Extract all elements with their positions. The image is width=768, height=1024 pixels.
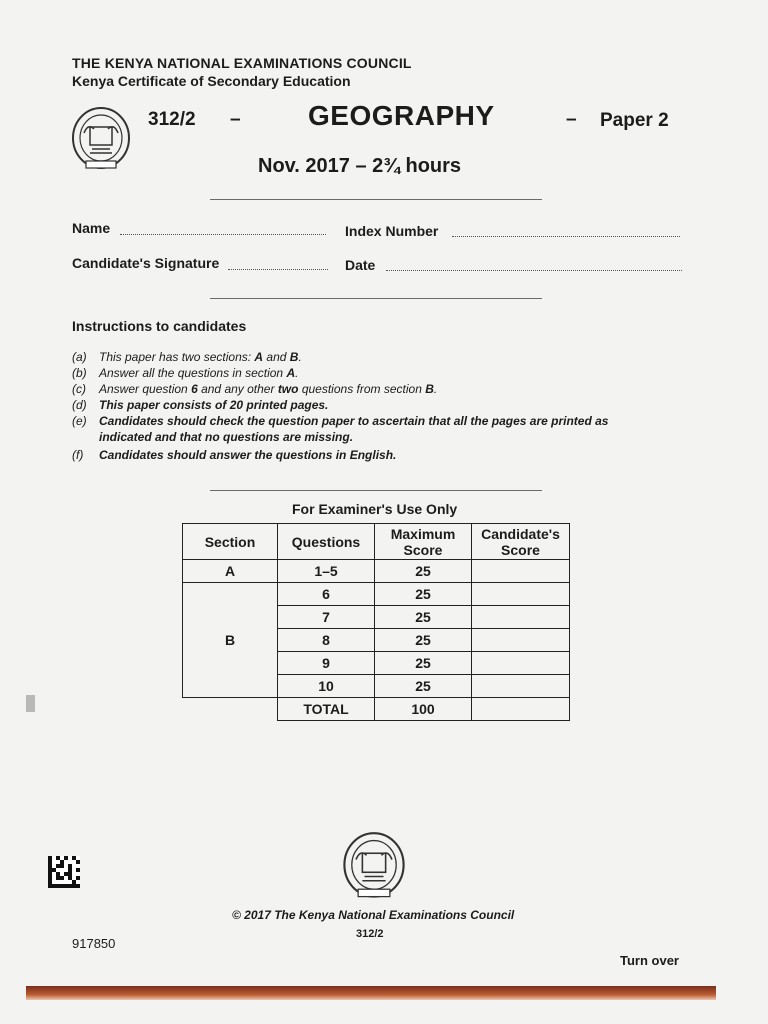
total-max-cell: 100 xyxy=(375,698,472,721)
instruction-d: (d) This paper consists of 20 printed pages. xyxy=(72,398,329,412)
section-a-cell: A xyxy=(183,560,278,583)
signature-label: Candidate's Signature xyxy=(72,255,220,271)
candidate-score-cell[interactable] xyxy=(472,583,570,606)
index-number-field[interactable] xyxy=(452,236,680,237)
session-duration: Nov. 2017 – 2¾ hours xyxy=(258,155,462,177)
header-section: Section xyxy=(183,524,278,560)
page-edge-shadow xyxy=(26,986,716,1000)
table-row xyxy=(183,583,570,606)
question-cell: 1–5 xyxy=(278,560,375,583)
question-cell: 6 xyxy=(278,583,375,606)
footer-paper-code: 312/2 xyxy=(356,928,384,940)
council-name: THE KENYA NATIONAL EXAMINATIONS COUNCIL xyxy=(72,55,412,71)
divider xyxy=(210,199,542,200)
table-header-row xyxy=(183,524,570,560)
name-field[interactable] xyxy=(120,234,326,235)
instruction-f: (f) Candidates should answer the questions in English. xyxy=(72,448,397,462)
max-score-cell: 25 xyxy=(375,606,472,629)
blank-cell xyxy=(183,698,278,721)
max-score-cell: 25 xyxy=(375,583,472,606)
divider xyxy=(210,490,542,491)
signature-field[interactable] xyxy=(228,269,328,270)
dash-right: – xyxy=(566,109,577,130)
paper-code: 312/2 xyxy=(148,109,196,130)
total-label-cell: TOTAL xyxy=(278,698,375,721)
header-candidates-score: Candidate's Score xyxy=(472,524,570,560)
instruction-c: (c) Answer question 6 and any other two questions from section B. xyxy=(72,382,438,396)
instruction-e-continued: indicated and that no questions are missing. xyxy=(99,430,354,444)
examiner-score-table xyxy=(182,523,570,721)
serial-number: 917850 xyxy=(72,936,116,951)
total-candidate-cell[interactable] xyxy=(472,698,570,721)
question-cell: 8 xyxy=(278,629,375,652)
knec-seal-icon xyxy=(341,830,407,904)
knec-seal-icon xyxy=(70,105,132,175)
name-label: Name xyxy=(72,220,111,236)
subject-title: GEOGRAPHY xyxy=(308,100,495,131)
paper-number: Paper 2 xyxy=(600,110,669,131)
dash-left: – xyxy=(230,109,241,130)
header-maximum-score: Maximum Score xyxy=(375,524,472,560)
table-total-row xyxy=(183,698,570,721)
section-b-cell: B xyxy=(183,583,278,698)
max-score-cell: 25 xyxy=(375,675,472,698)
max-score-cell: 25 xyxy=(375,652,472,675)
max-score-cell: 25 xyxy=(375,560,472,583)
candidate-score-cell[interactable] xyxy=(472,652,570,675)
instruction-a: (a) This paper has two sections: A and B. xyxy=(72,350,302,364)
candidate-score-cell[interactable] xyxy=(472,606,570,629)
instructions-heading: Instructions to candidates xyxy=(72,318,247,334)
instruction-b: (b) Answer all the questions in section A. xyxy=(72,366,299,380)
certificate-name: Kenya Certificate of Secondary Education xyxy=(72,73,351,89)
question-cell: 9 xyxy=(278,652,375,675)
table-row xyxy=(183,560,570,583)
index-number-label: Index Number xyxy=(345,223,439,239)
turn-over-note: Turn over xyxy=(620,953,679,968)
candidate-score-cell[interactable] xyxy=(472,629,570,652)
examiner-heading: For Examiner's Use Only xyxy=(292,501,458,517)
copyright-notice: © 2017 The Kenya National Examinations Council xyxy=(232,908,515,922)
question-cell: 7 xyxy=(278,606,375,629)
scan-mark xyxy=(26,695,35,712)
max-score-cell: 25 xyxy=(375,629,472,652)
divider xyxy=(210,298,542,299)
header-questions: Questions xyxy=(278,524,375,560)
datamatrix-code-icon xyxy=(48,856,80,888)
date-field[interactable] xyxy=(386,270,682,271)
instruction-e: (e) Candidates should check the question paper to ascertain that all the pages are printed as xyxy=(72,414,609,428)
question-cell: 10 xyxy=(278,675,375,698)
candidate-score-cell[interactable] xyxy=(472,560,570,583)
date-label: Date xyxy=(345,257,376,273)
candidate-score-cell[interactable] xyxy=(472,675,570,698)
